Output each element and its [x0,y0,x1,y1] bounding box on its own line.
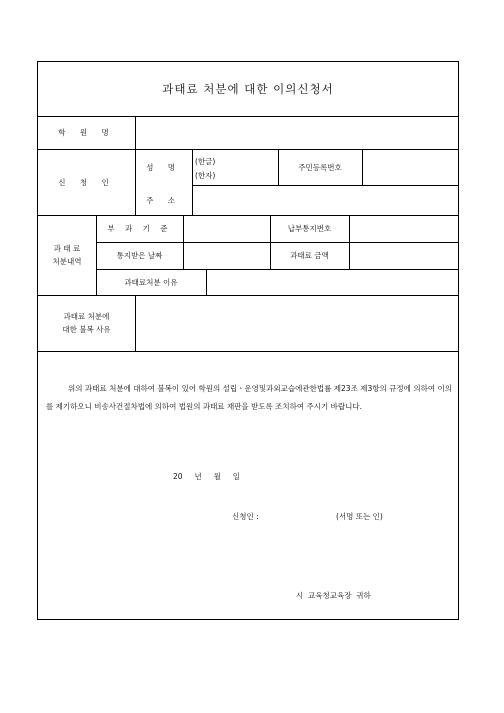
imposition-basis-label: 부 과 기 준 [107,224,172,233]
name-label: 성 명 [146,162,181,172]
objection-reason-label: 과태료 처분에 대한 불복 사유 [62,312,111,334]
divider [38,351,458,352]
divider [183,215,184,269]
sign-note: (서명 또는 인) [336,512,383,521]
penalty-details-label: 과 태 료 처분내역 [52,244,82,266]
applicant-sign-label: 신청인 : [232,512,259,521]
form-title: 과태료 처분에 대한 이의신청서 [162,82,334,96]
recipient-line: 시 교육청교육장 귀하 [296,591,371,600]
notice-received-date-label: 통지받은 날짜 [116,251,163,260]
divider [206,269,207,295]
date-line: 20 년 월 일 [173,472,241,481]
applicant-label: 신 청 인 [58,177,115,187]
name-korean-label: (한글) [195,157,216,166]
name-hanja-label: (한자) [195,171,216,180]
objection-form [37,61,459,620]
address-label: 주 소 [146,195,181,205]
divider [362,149,363,185]
divider [192,149,193,215]
divider [349,215,350,269]
resident-number-label: 주민등록번호 [298,162,342,172]
penalty-reason-label: 과태료처분 이유 [124,277,178,287]
payment-notice-number-label: 납부통지번호 [287,224,332,233]
divider [135,295,136,351]
divider [192,185,458,186]
statement-text: 위의 과태료 처분에 대하여 불복이 있어 학원의 설립ㆍ운영및과외교습에관한법률 제23조 제3항의 규정에 의하여 이의를 제기하오니 비송사건절차법에 의하여 법원의 과태료 재판을 받도록 조치하여 주시기 바랍니다. [46,384,452,411]
academy-name-label: 학 원 명 [58,128,115,137]
penalty-amount-label: 과태료 금액 [290,251,329,260]
